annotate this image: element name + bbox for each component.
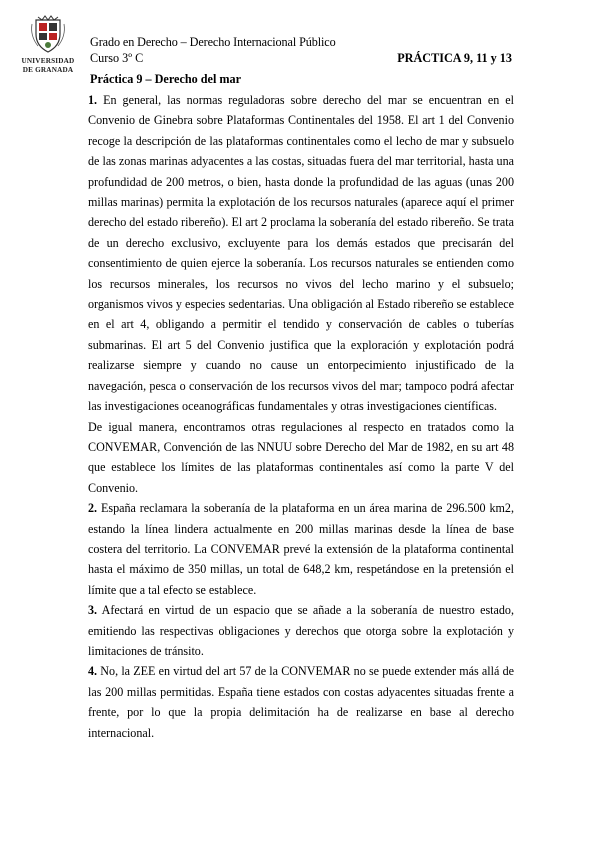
course-title: Grado en Derecho – Derecho Internacional Público [90, 35, 336, 49]
section-title: Práctica 9 – Derecho del mar [90, 72, 242, 86]
paragraph [88, 498, 514, 600]
paragraph [88, 600, 514, 661]
practice-label: PRÁCTICA 9, 11 y 13 [397, 51, 512, 65]
university-name [18, 57, 78, 74]
university-name-line2: DE GRANADA [22, 65, 74, 74]
paragraph-number: 3. [88, 603, 98, 618]
paragraph-text: No, la ZEE en virtud del art 57 de la CONVEMAR no se puede extender más allá de las 200 millas permitidas. España tiene estados con costas adyacentes situadas frente a frente, por lo que la propia delimitación ha de realizarse en base al derecho internacional. [88, 664, 514, 740]
university-name-line1: UNIVERSIDAD [21, 57, 75, 65]
paragraph-text: España reclamara la soberanía de la plataforma en un área marina de 296.500 km2, estando la línea lindera actualmente en 200 millas marinas desde la línea de base costera del territorio. La CONVEMAR prevé la extensión de la plataforma continental hasta el máximo de 350 millas, un total de 648,2 km, respetándose en la pretensión el límite que a tal efecto se establece. [88, 501, 515, 597]
paragraph [88, 90, 514, 417]
university-crest-icon [28, 14, 68, 54]
paragraph-number: 2. [88, 501, 98, 516]
document-body [88, 90, 514, 743]
paragraph-text: En general, las normas reguladoras sobre derecho del mar se encuentran en el Convenio de Ginebra sobre Plataformas Continentales del 1958. El art 1 del Convenio recoge la descripción de las plataformas continentales como el lecho de mar y subsuelo de las zonas marinas adyacentes a las costas, situadas fuera del mar territorial, hasta una profundidad de 200 metros, o bien, hasta donde la profundidad de las aguas (unas 200 millas marinas) permita la explotación de los recursos naturales (aparece aquí el primer derecho del estado ribereño). El art 2 proclama la soberanía del estado ribereño. Se trata de un derecho exclusivo, excluyente para los demás estados que precisarán del consentimiento de quien ejerce la soberanía. Los recursos naturales se entienden como los recursos minerales, los recursos no vivos del lecho marino y el subsuelo; organismos vivos y especies sedentarias. Una obligación al Estado ribereño se establece en el art 4, obligando a permitir el tendido y conservación de cables o tuberías submarinas. El art 5 del Convenio justifica que la exploración y explotación podrá realizarse siempre y cuando no cause un entorpecimiento injustificado de la navegación, pesca o conservación de los recursos vivos del mar; tampoco podrá afectar las investigaciones oceanográficas fundamentales y otras investigaciones científicas. [88, 93, 514, 414]
paragraph [88, 661, 514, 743]
paragraph [88, 417, 514, 499]
paragraph-text: De igual manera, encontramos otras regulaciones al respecto en tratados como la CONVEMAR, Convención de las NNUU sobre Derecho del Mar de 1982, en su art 48 que establece los límites de las plataformas continentales así como la parte V del Convenio. [88, 419, 514, 495]
university-logo [18, 14, 78, 74]
paragraph-number: 1. [88, 93, 98, 107]
paragraph-text: Afectará en virtud de un espacio que se añade a la soberanía de nuestro estado, emitiendo las respectivas obligaciones y derechos que otorga sobre la explotación y limitaciones de tránsito. [88, 603, 515, 658]
course-year: Curso 3º C [90, 51, 144, 65]
paragraph-number: 4. [88, 664, 98, 679]
